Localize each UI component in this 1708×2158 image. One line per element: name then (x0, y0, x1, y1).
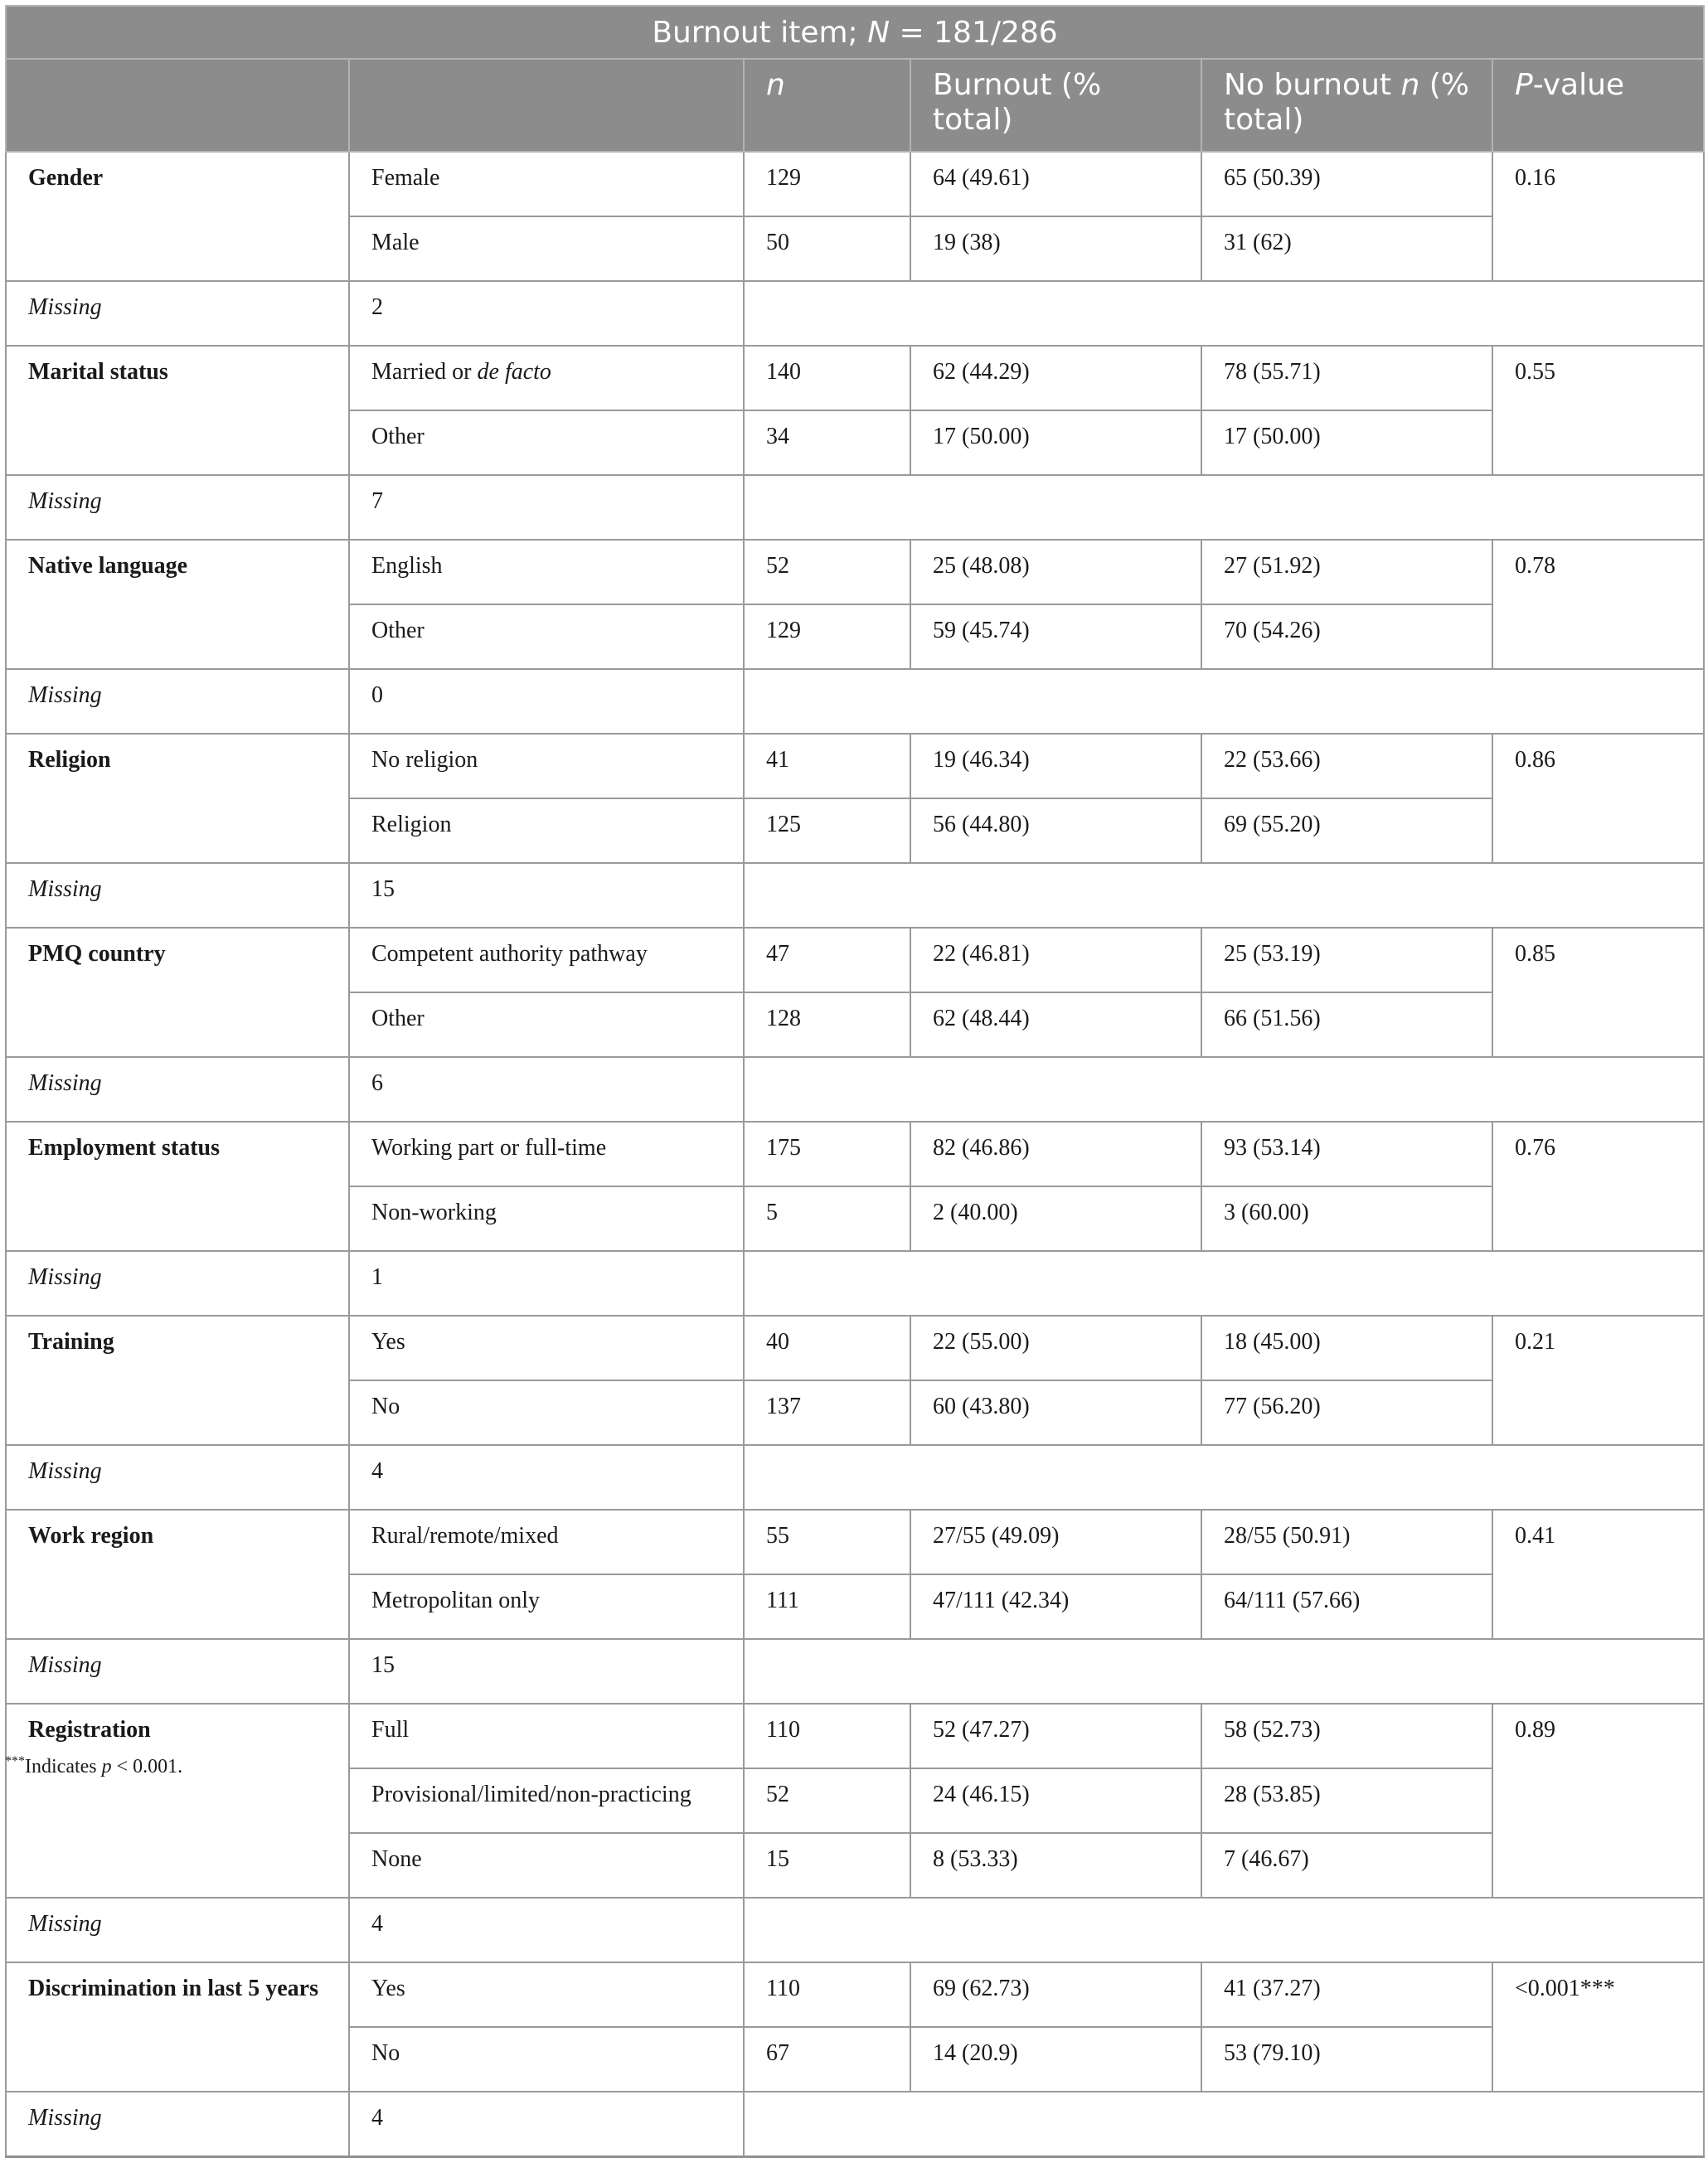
burnout-cell: 60 (43.80) (910, 1380, 1201, 1445)
burnout-cell: 62 (48.44) (910, 992, 1201, 1057)
level-text: Married or (371, 359, 478, 385)
level-text: No religion (371, 747, 478, 773)
table-title-row (6, 6, 1704, 59)
missing-row (6, 1057, 1704, 1122)
level-label (349, 1186, 744, 1251)
level-text: Yes (371, 1329, 405, 1355)
no-burnout-cell: 25 (53.19) (1201, 928, 1492, 992)
missing-label: Missing (6, 1251, 349, 1316)
no-burnout-cell: 28 (53.85) (1201, 1768, 1492, 1833)
table-row (6, 1316, 1704, 1380)
n-cell: 5 (744, 1186, 910, 1251)
n-cell: 129 (744, 152, 910, 216)
n-cell: 110 (744, 1704, 910, 1768)
variable-name: Registration (6, 1704, 349, 1898)
no-burnout-cell: 53 (79.10) (1201, 2027, 1492, 2092)
missing-label: Missing (6, 1639, 349, 1704)
p-value-cell: 0.86 (1492, 734, 1704, 863)
level-label (349, 1316, 744, 1380)
level-text: None (371, 1846, 422, 1872)
table-row (6, 152, 1704, 216)
n-cell: 15 (744, 1833, 910, 1898)
level-text: Female (371, 165, 440, 191)
burnout-cell: 19 (46.34) (910, 734, 1201, 798)
missing-empty (744, 1251, 1704, 1316)
missing-label: Missing (6, 863, 349, 928)
variable-name: Training (6, 1316, 349, 1445)
level-label (349, 1768, 744, 1833)
level-text: Competent authority pathway (371, 941, 648, 967)
n-cell: 175 (744, 1122, 910, 1186)
level-text: Religion (371, 812, 452, 837)
missing-count: 15 (349, 1639, 744, 1704)
no-burnout-cell: 58 (52.73) (1201, 1704, 1492, 1768)
no-burnout-cell: 93 (53.14) (1201, 1122, 1492, 1186)
missing-row (6, 1251, 1704, 1316)
level-label (349, 1704, 744, 1768)
missing-empty (744, 669, 1704, 734)
n-cell: 111 (744, 1574, 910, 1639)
burnout-cell: 19 (38) (910, 216, 1201, 281)
burnout-cell: 14 (20.9) (910, 2027, 1201, 2092)
variable-name: Work region (6, 1510, 349, 1639)
missing-row (6, 475, 1704, 540)
missing-count: 0 (349, 669, 744, 734)
n-cell: 47 (744, 928, 910, 992)
level-label (349, 798, 744, 863)
missing-row (6, 1898, 1704, 1962)
n-cell: 110 (744, 1962, 910, 2027)
level-text: Other (371, 618, 425, 643)
n-cell: 67 (744, 2027, 910, 2092)
burnout-cell: 59 (45.74) (910, 604, 1201, 669)
p-value-cell: 0.85 (1492, 928, 1704, 1057)
missing-count: 6 (349, 1057, 744, 1122)
table-row (6, 1122, 1704, 1186)
level-text: Full (371, 1717, 410, 1743)
burnout-cell: 25 (48.08) (910, 540, 1201, 604)
burnout-cell: 69 (62.73) (910, 1962, 1201, 2027)
level-label (349, 2027, 744, 2092)
n-cell: 50 (744, 216, 910, 281)
no-burnout-cell: 69 (55.20) (1201, 798, 1492, 863)
no-burnout-cell: 78 (55.71) (1201, 346, 1492, 410)
header-p-value: P-value (1492, 59, 1704, 152)
variable-name: Discrimination in last 5 years (6, 1962, 349, 2092)
burnout-cell: 56 (44.80) (910, 798, 1201, 863)
missing-row (6, 1639, 1704, 1704)
table-row (6, 1704, 1704, 1768)
n-cell: 40 (744, 1316, 910, 1380)
level-text: Yes (371, 1976, 405, 2001)
no-burnout-cell: 27 (51.92) (1201, 540, 1492, 604)
no-burnout-cell: 41 (37.27) (1201, 1962, 1492, 2027)
burnout-cell: 2 (40.00) (910, 1186, 1201, 1251)
burnout-cell: 82 (46.86) (910, 1122, 1201, 1186)
n-cell: 140 (744, 346, 910, 410)
level-text: No (371, 2040, 400, 2066)
no-burnout-cell: 64/111 (57.66) (1201, 1574, 1492, 1639)
level-label (349, 1122, 744, 1186)
missing-label: Missing (6, 1057, 349, 1122)
variable-name: Gender (6, 152, 349, 281)
missing-label: Missing (6, 1445, 349, 1510)
missing-count: 7 (349, 475, 744, 540)
level-label (349, 540, 744, 604)
missing-row (6, 863, 1704, 928)
missing-empty (744, 1057, 1704, 1122)
missing-count: 2 (349, 281, 744, 346)
burnout-cell: 62 (44.29) (910, 346, 1201, 410)
no-burnout-cell: 3 (60.00) (1201, 1186, 1492, 1251)
n-cell: 34 (744, 410, 910, 475)
p-value-cell: 0.89 (1492, 1704, 1704, 1898)
missing-row (6, 281, 1704, 346)
missing-empty (744, 1445, 1704, 1510)
burnout-cell: 64 (49.61) (910, 152, 1201, 216)
no-burnout-cell: 18 (45.00) (1201, 1316, 1492, 1380)
missing-count: 4 (349, 2092, 744, 2157)
no-burnout-cell: 31 (62) (1201, 216, 1492, 281)
level-label (349, 1380, 744, 1445)
footnote: ***Indicates p < 0.001. (5, 1754, 183, 1777)
missing-empty (744, 1639, 1704, 1704)
level-text: Other (371, 424, 425, 449)
burnout-table (5, 5, 1705, 2158)
no-burnout-cell: 70 (54.26) (1201, 604, 1492, 669)
table-row (6, 1962, 1704, 2027)
table-row (6, 346, 1704, 410)
header-variable (6, 59, 349, 152)
burnout-cell: 22 (55.00) (910, 1316, 1201, 1380)
missing-label: Missing (6, 2092, 349, 2157)
p-value-cell: 0.16 (1492, 152, 1704, 281)
level-label (349, 346, 744, 410)
missing-row (6, 669, 1704, 734)
variable-name: Marital status (6, 346, 349, 475)
variable-name: Native language (6, 540, 349, 669)
p-value-cell: 0.55 (1492, 346, 1704, 475)
variable-name: Employment status (6, 1122, 349, 1251)
p-value-cell: 0.78 (1492, 540, 1704, 669)
missing-count: 1 (349, 1251, 744, 1316)
missing-row (6, 1445, 1704, 1510)
missing-empty (744, 475, 1704, 540)
missing-label: Missing (6, 475, 349, 540)
burnout-cell: 17 (50.00) (910, 410, 1201, 475)
burnout-cell: 52 (47.27) (910, 1704, 1201, 1768)
n-cell: 55 (744, 1510, 910, 1574)
level-label (349, 604, 744, 669)
level-text: English (371, 553, 443, 579)
no-burnout-cell: 65 (50.39) (1201, 152, 1492, 216)
level-text: Provisional/limited/non-practicing (371, 1782, 691, 1807)
level-label (349, 1510, 744, 1574)
p-value-cell: <0.001*** (1492, 1962, 1704, 2092)
burnout-cell: 47/111 (42.34) (910, 1574, 1201, 1639)
n-cell: 52 (744, 540, 910, 604)
level-label (349, 1962, 744, 2027)
level-label (349, 152, 744, 216)
header-burnout: Burnout (% total) (910, 59, 1201, 152)
n-cell: 129 (744, 604, 910, 669)
level-label (349, 1833, 744, 1898)
missing-empty (744, 863, 1704, 928)
no-burnout-cell: 28/55 (50.91) (1201, 1510, 1492, 1574)
burnout-cell: 8 (53.33) (910, 1833, 1201, 1898)
variable-name: PMQ country (6, 928, 349, 1057)
header-level (349, 59, 744, 152)
n-cell: 125 (744, 798, 910, 863)
no-burnout-cell: 66 (51.56) (1201, 992, 1492, 1057)
table-title: Burnout item; N = 181/286 (6, 6, 1704, 59)
n-cell: 41 (744, 734, 910, 798)
missing-label: Missing (6, 1898, 349, 1962)
level-text: No (371, 1394, 400, 1419)
level-label (349, 734, 744, 798)
level-italic-text: de facto (477, 359, 551, 385)
burnout-cell: 27/55 (49.09) (910, 1510, 1201, 1574)
no-burnout-cell: 17 (50.00) (1201, 410, 1492, 475)
table-row (6, 734, 1704, 798)
n-cell: 52 (744, 1768, 910, 1833)
missing-count: 4 (349, 1445, 744, 1510)
header-n: n (744, 59, 910, 152)
header-no-burnout: No burnout n (% total) (1201, 59, 1492, 152)
column-header-row (6, 59, 1704, 152)
level-text: Rural/remote/mixed (371, 1523, 559, 1549)
missing-label: Missing (6, 281, 349, 346)
no-burnout-cell: 7 (46.67) (1201, 1833, 1492, 1898)
p-value-cell: 0.21 (1492, 1316, 1704, 1445)
no-burnout-cell: 77 (56.20) (1201, 1380, 1492, 1445)
level-text: Male (371, 230, 420, 255)
missing-empty (744, 2092, 1704, 2157)
burnout-cell: 24 (46.15) (910, 1768, 1201, 1833)
n-cell: 137 (744, 1380, 910, 1445)
level-label (349, 992, 744, 1057)
missing-count: 15 (349, 863, 744, 928)
level-label (349, 216, 744, 281)
table-row (6, 540, 1704, 604)
p-value-cell: 0.76 (1492, 1122, 1704, 1251)
missing-count: 4 (349, 1898, 744, 1962)
level-text: Metropolitan only (371, 1588, 540, 1613)
level-text: Non-working (371, 1200, 497, 1225)
level-label (349, 1574, 744, 1639)
level-text: Other (371, 1006, 425, 1031)
level-label (349, 410, 744, 475)
p-value-cell: 0.41 (1492, 1510, 1704, 1639)
table-body (6, 152, 1704, 2157)
burnout-cell: 22 (46.81) (910, 928, 1201, 992)
n-cell: 128 (744, 992, 910, 1057)
table-row (6, 928, 1704, 992)
level-label (349, 928, 744, 992)
table-row (6, 1510, 1704, 1574)
missing-row (6, 2092, 1704, 2157)
variable-name: Religion (6, 734, 349, 863)
level-text: Working part or full-time (371, 1135, 607, 1161)
missing-empty (744, 1898, 1704, 1962)
missing-empty (744, 281, 1704, 346)
no-burnout-cell: 22 (53.66) (1201, 734, 1492, 798)
missing-label: Missing (6, 669, 349, 734)
